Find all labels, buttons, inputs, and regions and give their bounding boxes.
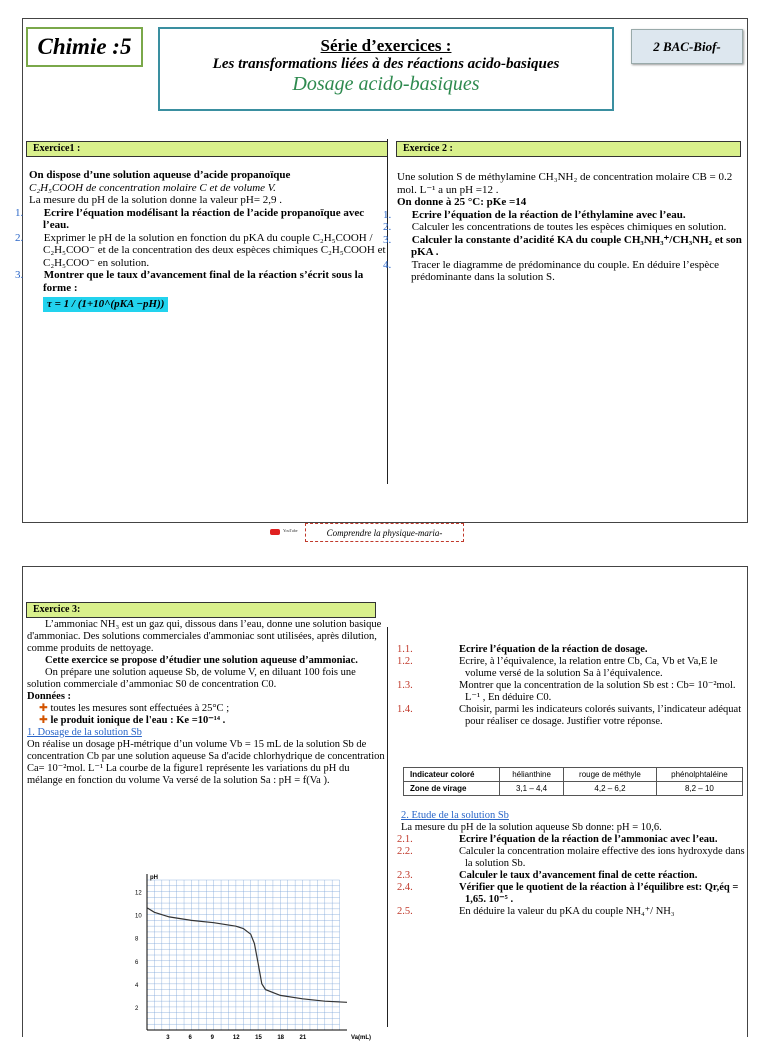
q11: Ecrire l’équation de la réaction de dosage. [459,644,648,655]
level-badge: 2 BAC-Biof- [631,29,743,64]
table-cell: 3,1 – 4,4 [500,782,564,796]
ex1-q2: Exprimer le pH de la solution en fonction du pKA du couple C₂H₅COOH / C₂H₅COO⁻ et de la concentration des deux espèces chimiques C₂H₅COOH et C₂H₅COO⁻ en solution. [43,231,386,269]
table-cell: rouge de méthyle [564,768,657,782]
series-topic: Dosage acido-basiques [292,73,480,95]
exercise-2-heading: Exercice 2 : [396,141,741,157]
q13-number: 1.3. [397,680,413,691]
table-cell: phénolphtaléine [656,768,742,782]
table-cell: Indicateur coloré [404,768,500,782]
x-tick-label: 18 [277,1035,285,1041]
y-tick-label: 12 [135,890,142,897]
q12: Ecrire, à l’équivalence, la relation entre Cb, Ca, Vb et Va,E le volume versé de la solution Sa à l’équivalence. [459,656,718,679]
q21-number: 2.1. [397,834,413,845]
ex1-q2-number: 2. [15,231,24,244]
y-tick-label: 6 [135,959,139,966]
ex3-section1-title: 1. Dosage de la solution Sb [27,727,142,738]
x-axis-label: Va(mL) [351,1035,372,1041]
document-page-1 [15,18,748,523]
ex3-p2: Cette exercice se propose d’étudier une solution aqueuse d’ammoniac. [45,655,358,666]
ex1-intro: On dispose d’une solution aqueuse d’acide propanoïque [29,169,291,181]
y-tick-label: 2 [135,1005,139,1012]
table-row [404,768,743,782]
q14-number: 1.4. [397,704,413,715]
q21: Ecrire l’équation de la réaction de l’ammoniac avec l’eau. [459,834,718,845]
ex2-data: On donne à 25 °C: pKe =14 [397,196,527,208]
document-page-2 [22,566,748,1041]
exercise-3-heading: Exercice 3: [26,602,376,618]
series-subtitle: Les transformations liées à des réactions acido-basiques [212,56,560,72]
y-axis-label: pH [150,875,158,881]
q12-number: 1.2. [397,656,413,667]
q25: En déduire la valeur du pKA du couple NH₄⁺/ NH₃ [459,906,675,917]
q22-number: 2.2. [397,846,413,857]
ex1-q1: Ecrire l’équation modélisant la réaction de l’acide propanoïque avec l’eau. [43,206,365,231]
footer-credit: Comprendre la physique-maria- [305,523,464,542]
ex2-q4: Tracer le diagramme de prédominance du couple. En déduire l’espèce prédominante dans la solution S. [411,258,720,283]
exercise-2-body [383,171,745,284]
title-box [158,27,614,111]
ex2-q1: Ecrire l’équation de la réaction de l’éthylamine avec l’eau. [411,208,686,221]
ex1-formula: C₂H₅COOH de concentration molaire C et de volume V. [29,181,276,194]
x-tick-label: 21 [299,1035,307,1041]
ex3-p3: On prépare une solution aqueuse Sb, de volume V, en diluant 100 fois une solution commerciale d’ammoniac S0 de concentration C0. [27,667,356,690]
ex3-donnees: Données : [27,691,72,702]
q24-number: 2.4. [397,882,413,893]
ex3-section2-title: 2. Etude de la solution Sb [401,810,509,821]
ex2-intro: Une solution S de méthylamine CH₃NH₂ de concentration molaire CB = 0.2 mol. L⁻¹ a un pH =12 . [397,171,733,196]
table-cell: 4,2 – 6,2 [564,782,657,796]
bullet-icon: ✚ [39,703,48,714]
table-row [404,782,743,796]
exercise-3-section-2 [397,810,745,918]
exercise-1-heading: Exercice1 : [26,141,388,157]
q11-number: 1.1. [397,644,413,655]
ex2-q3-number: 3. [383,233,392,246]
x-tick-label: 3 [166,1035,170,1041]
ex1-q1-number: 1. [15,206,24,219]
table-cell: 8,2 – 10 [656,782,742,796]
x-tick-label: 15 [255,1035,262,1041]
ex2-q2: Calculer les concentrations de toutes les espèces chimiques en solution. [411,221,727,233]
y-tick-label: 4 [135,982,139,989]
exercise-3-left-column [27,619,385,787]
ex1-q3: Montrer que le taux d’avancement final de la réaction s’écrit sous la forme : [43,269,364,294]
table-cell: Zone de virage [404,782,500,796]
tau-formula: τ = 1 / (1+10^(pKA −pH)) [43,297,168,312]
q25-number: 2.5. [397,906,413,917]
q13: Montrer que la concentration de la solution Sb est : Cb= 10⁻²mol. L⁻¹ , En déduire C0. [459,680,736,703]
q23: Calculer le taux d’avancement final de cette réaction. [459,870,698,881]
x-tick-label: 12 [232,1035,240,1041]
ex2-q2-number: 2. [383,221,392,233]
exercise-1-body [15,169,387,312]
youtube-label: YouTube [283,528,298,533]
ex3-section2-text: La mesure du pH de la solution aqueuse Sb donne: pH = 10,6. [401,822,662,833]
series-title: Série d’exercices : [320,36,452,55]
youtube-icon [270,529,280,535]
ex2-q3: Calculer la constante d’acidité KA du couple CH₃NH₃⁺/CH₃NH₂ et son pKA . [411,233,742,258]
q14: Choisir, parmi les indicateurs colorés suivants, l’indicateur adéquat pour réaliser ce dosage. Justifier votre réponse. [459,704,742,727]
indicator-table [403,767,743,796]
ex3-section1-text: On réalise un dosage pH-métrique d’un volume Vb = 15 mL de la solution Sb de concentration Cb par une solution aqueuse Sa d'acide chlorhydrique de concentration Ca= 10⁻²mol. L⁻¹ La courbe de la figure1 représente les variations du pH du mélange en fonction du volume Va versé de la solution Sa : pH = f(Va ). [27,739,385,786]
y-tick-label: 8 [135,936,139,943]
q24: Vérifier que le quotient de la réaction à l’équilibre est: Qr,éq = 1,65. 10⁻⁵ . [459,882,739,905]
x-tick-label: 6 [188,1035,192,1041]
q22: Calculer la concentration molaire effective des ions hydroxyde dans la solution Sb. [459,846,745,869]
ex1-ph-line: La mesure du pH de la solution donne la valeur pH= 2,9 . [29,194,283,206]
ex3-d2: le produit ionique de l'eau : Ke =10⁻¹⁴ . [50,715,226,726]
y-tick-label: 10 [135,913,142,920]
table-cell: hélianthine [500,768,564,782]
titration-chart [107,872,372,1042]
exercise-3-right-column [397,644,745,728]
ex1-q3-number: 3. [15,269,24,281]
ex3-d1: toutes les mesures sont effectuées à 25°C ; [50,703,230,714]
ex2-q4-number: 4. [383,258,392,271]
x-tick-label: 9 [210,1035,215,1041]
column-divider [387,139,388,484]
bullet-icon: ✚ [39,715,48,726]
column-divider-2 [387,627,388,1027]
ex2-q1-number: 1. [383,208,392,221]
chimie-label: Chimie :5 [26,27,143,67]
q23-number: 2.3. [397,870,413,881]
ex3-p1: L’ammoniac NH₃ est un gaz qui, dissous dans l’eau, donne une solution basique d'ammoniac. Des solutions commerciales d'ammoniac sont utilisées, après dilution, comme produits de nettoyage. [27,619,382,654]
